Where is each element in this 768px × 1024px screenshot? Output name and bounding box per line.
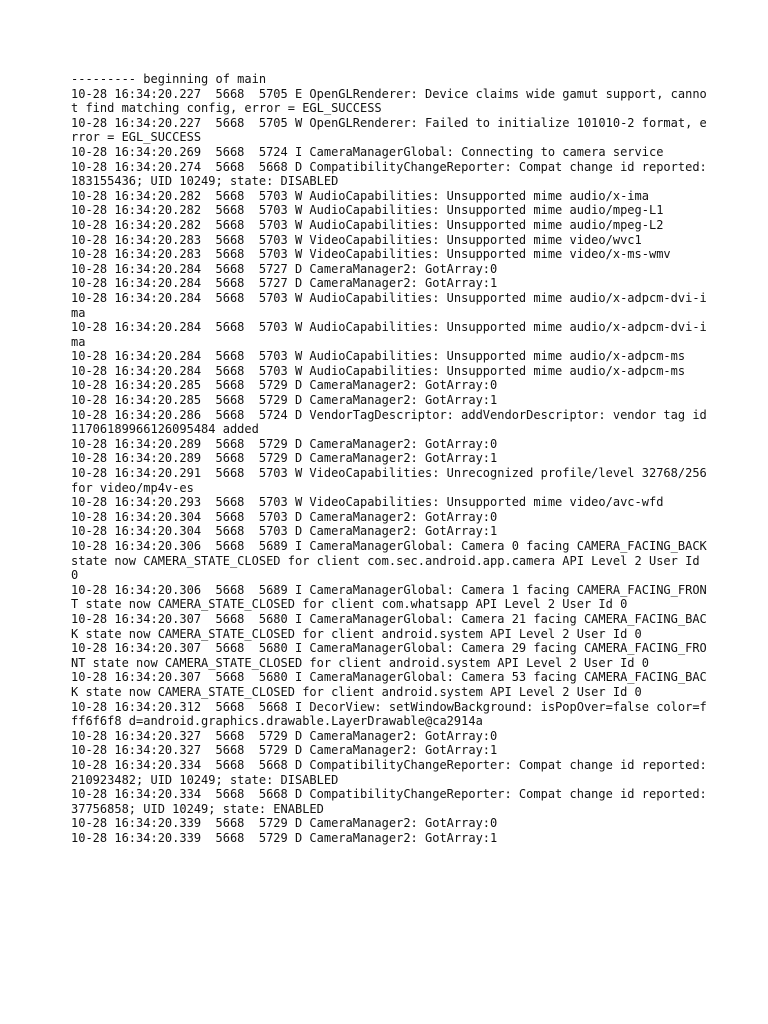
log-line: 10-28 16:34:20.339 5668 5729 D CameraManager2: GotArray:1 <box>71 830 498 845</box>
log-line: 10-28 16:34:20.274 5668 5668 D CompatibilityChangeReporter: Compat change id reported: 183155436; UID 10249; state: DISABLED <box>71 159 714 189</box>
log-line: --------- beginning of main <box>71 72 267 86</box>
log-line: 10-28 16:34:20.284 5668 5703 W AudioCapabilities: Unsupported mime audio/x-adpcm-dvi-ima <box>71 320 707 349</box>
log-line: 10-28 16:34:20.327 5668 5729 D CameraManager2: GotArray:0 <box>71 728 498 743</box>
log-line: 10-28 16:34:20.291 5668 5703 W VideoCapabilities: Unrecognized profile/level 32768/256 for video/mp4v-es <box>71 466 714 495</box>
log-line: 10-28 16:34:20.334 5668 5668 D CompatibilityChangeReporter: Compat change id reported: 37756858; UID 10249; state: ENABLED <box>71 787 714 816</box>
log-line: 10-28 16:34:20.282 5668 5703 W AudioCapabilities: Unsupported mime audio/x-ima <box>71 188 649 203</box>
log-line: 10-28 16:34:20.284 5668 5703 W AudioCapabilities: Unsupported mime audio/x-adpcm-ms <box>71 349 686 364</box>
log-line: 10-28 16:34:20.327 5668 5729 D CameraManager2: GotArray:1 <box>71 743 498 758</box>
log-line: 10-28 16:34:20.285 5668 5729 D CameraManager2: GotArray:1 <box>71 393 498 408</box>
log-line: 10-28 16:34:20.283 5668 5703 W VideoCapabilities: Unsupported mime video/wvc1 <box>71 232 642 247</box>
log-line: 10-28 16:34:20.285 5668 5729 D CameraManager2: GotArray:0 <box>71 378 498 393</box>
log-line: 10-28 16:34:20.307 5668 5680 I CameraManagerGlobal: Camera 53 facing CAMERA_FACING_BACK state now CAMERA_STATE_CLOSED for client android.system API Level 2 User Id 0 <box>71 670 707 699</box>
log-line: 10-28 16:34:20.282 5668 5703 W AudioCapabilities: Unsupported mime audio/mpeg-L1 <box>71 203 664 218</box>
log-line: 10-28 16:34:20.284 5668 5727 D CameraManager2: GotArray:0 <box>71 261 498 276</box>
log-line: 10-28 16:34:20.286 5668 5724 D VendorTagDescriptor: addVendorDescriptor: vendor tag id 11706189966126095484 added <box>71 407 714 437</box>
log-line: 10-28 16:34:20.306 5668 5689 I CameraManagerGlobal: Camera 0 facing CAMERA_FACING_BACK state now CAMERA_STATE_CLOSED for client com.sec.android.app.camera API Level 2 User Id 0 <box>71 539 714 583</box>
log-line: 10-28 16:34:20.284 5668 5703 W AudioCapabilities: Unsupported mime audio/x-adpcm-ms <box>71 363 686 378</box>
log-line: 10-28 16:34:20.306 5668 5689 I CameraManagerGlobal: Camera 1 facing CAMERA_FACING_FRONT state now CAMERA_STATE_CLOSED for client com.whatsapp API Level 2 User Id 0 <box>71 582 707 612</box>
log-line: 10-28 16:34:20.269 5668 5724 I CameraManagerGlobal: Connecting to camera service <box>71 144 664 159</box>
log-line: 10-28 16:34:20.289 5668 5729 D CameraManager2: GotArray:0 <box>71 436 498 451</box>
log-line: 10-28 16:34:20.284 5668 5703 W AudioCapabilities: Unsupported mime audio/x-adpcm-dvi-ima <box>71 290 707 320</box>
log-line: 10-28 16:34:20.227 5668 5705 W OpenGLRenderer: Failed to initialize 101010-2 format, error = EGL_SUCCESS <box>71 115 707 145</box>
log-line: 10-28 16:34:20.293 5668 5703 W VideoCapabilities: Unsupported mime video/avc-wfd <box>71 495 664 510</box>
log-line: 10-28 16:34:20.304 5668 5703 D CameraManager2: GotArray:0 <box>71 509 498 524</box>
log-line: 10-28 16:34:20.284 5668 5727 D CameraManager2: GotArray:1 <box>71 276 498 291</box>
log-line: 10-28 16:34:20.334 5668 5668 D CompatibilityChangeReporter: Compat change id reported: 210923482; UID 10249; state: DISABLED <box>71 757 714 787</box>
log-line: 10-28 16:34:20.289 5668 5729 D CameraManager2: GotArray:1 <box>71 451 498 466</box>
log-line: 10-28 16:34:20.339 5668 5729 D CameraManager2: GotArray:0 <box>71 816 498 831</box>
log-line: 10-28 16:34:20.283 5668 5703 W VideoCapabilities: Unsupported mime video/x-ms-wmv <box>71 247 671 262</box>
log-line: 10-28 16:34:20.312 5668 5668 I DecorView: setWindowBackground: isPopOver=false color=fff6f6f8 d=android.graphics.drawable.LayerDrawable@ca2914a <box>71 699 707 729</box>
log-line: 10-28 16:34:20.304 5668 5703 D CameraManager2: GotArray:1 <box>71 524 498 539</box>
log-line: 10-28 16:34:20.282 5668 5703 W AudioCapabilities: Unsupported mime audio/mpeg-L2 <box>71 217 664 232</box>
log-document <box>71 72 714 845</box>
log-line: 10-28 16:34:20.227 5668 5705 E OpenGLRenderer: Device claims wide gamut support, cannot find matching config, error = EGL_SUCCESS <box>71 86 707 116</box>
log-line: 10-28 16:34:20.307 5668 5680 I CameraManagerGlobal: Camera 21 facing CAMERA_FACING_BACK state now CAMERA_STATE_CLOSED for client android.system API Level 2 User Id 0 <box>71 611 707 641</box>
log-line: 10-28 16:34:20.307 5668 5680 I CameraManagerGlobal: Camera 29 facing CAMERA_FACING_FRONT state now CAMERA_STATE_CLOSED for client android.system API Level 2 User Id 0 <box>71 641 707 670</box>
